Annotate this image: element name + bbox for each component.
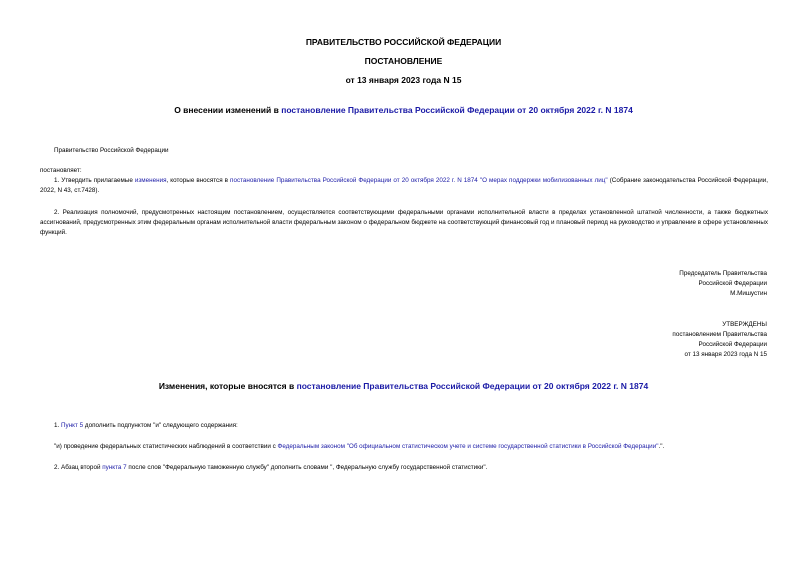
- c1-text-a: 1.: [54, 422, 62, 429]
- government-heading: ПРАВИТЕЛЬСТВО РОССИЙСКОЙ ФЕДЕРАЦИИ: [305, 37, 502, 47]
- c1-quote-b: .".: [658, 443, 665, 450]
- signature-block: [679, 269, 767, 299]
- approved-line-3: Российской Федерации: [698, 341, 767, 348]
- preamble-decides: постановляет:: [40, 167, 82, 174]
- signature-line-2: Российской Федерации: [698, 280, 767, 287]
- changes-title: [0, 381, 807, 391]
- c1-quote-a: "и) проведение федеральных статистических наблюдений в соответствии с: [54, 443, 278, 450]
- c1-quote-law-link[interactable]: Федеральным законом "Об официальном статистическом учете и системе государственной статистики в Российской Федерации": [277, 443, 659, 450]
- p1-text-c: (Собрание законодательства Российской Федерации, 2022, N 43, ст.7428).: [40, 177, 769, 194]
- c2-text-a: 2. Абзац второй: [54, 464, 103, 471]
- preamble-government: Правительство Российской Федерации: [54, 147, 169, 154]
- change-2: [54, 463, 487, 473]
- c2-link-point-7[interactable]: пункта 7: [102, 464, 127, 471]
- p1-link-changes[interactable]: изменения: [134, 177, 167, 184]
- document-date-number: от 13 января 2023 года N 15: [345, 75, 462, 85]
- paragraph-2: 2. Реализация полномочий, предусмотренных настоящим постановлением, осуществляется соответствующими федеральными органами исполнительной власти в пределах установленной штатной численности, а также бюджетных ассигнований, предусмотренных этим федеральным органам исполнительной власти федеральным законом о федеральном бюджете на соответствующий финансовый год и плановый период на руководство и управление в сфере установленных функций.: [40, 209, 768, 236]
- approved-block: [672, 320, 767, 360]
- change-1: [54, 421, 238, 431]
- approved-line-1: УТВЕРЖДЕНЫ: [722, 321, 767, 328]
- changes-title-prefix: Изменения, которые вносятся в: [158, 381, 297, 391]
- approved-line-2: постановлением Правительства: [672, 331, 767, 338]
- c1-text-b: дополнить подпунктом "и" следующего содержания:: [83, 422, 238, 429]
- document-title: [0, 105, 807, 115]
- signature-name: М.Мишустин: [730, 290, 767, 297]
- title-link[interactable]: постановление Правительства Российской Федерации от 20 октября 2022 г. N 1874: [281, 105, 633, 115]
- change-1-quote: [54, 442, 664, 452]
- changes-title-link[interactable]: постановление Правительства Российской Федерации от 20 октября 2022 г. N 1874: [296, 381, 649, 391]
- paragraph-1: [40, 176, 768, 196]
- p1-text-b: , которые вносятся в: [166, 177, 231, 184]
- c1-link-point-5[interactable]: Пункт 5: [61, 422, 84, 429]
- c2-text-b: после слов "Федеральную таможенную службу" дополнить словами ", Федеральную службу государственной статистики".: [126, 464, 488, 471]
- p1-text-a: 1. Утвердить прилагаемые: [54, 177, 135, 184]
- document-type: ПОСТАНОВЛЕНИЕ: [364, 56, 443, 66]
- signature-line-1: Председатель Правительства: [679, 270, 767, 277]
- p1-link-decree[interactable]: постановление Правительства Российской Федерации от 20 октября 2022 г. N 1874 "О мерах поддержки мобилизованных лиц": [230, 177, 608, 184]
- approved-line-4: от 13 января 2023 года N 15: [684, 351, 767, 358]
- title-prefix: О внесении изменений в: [174, 105, 282, 115]
